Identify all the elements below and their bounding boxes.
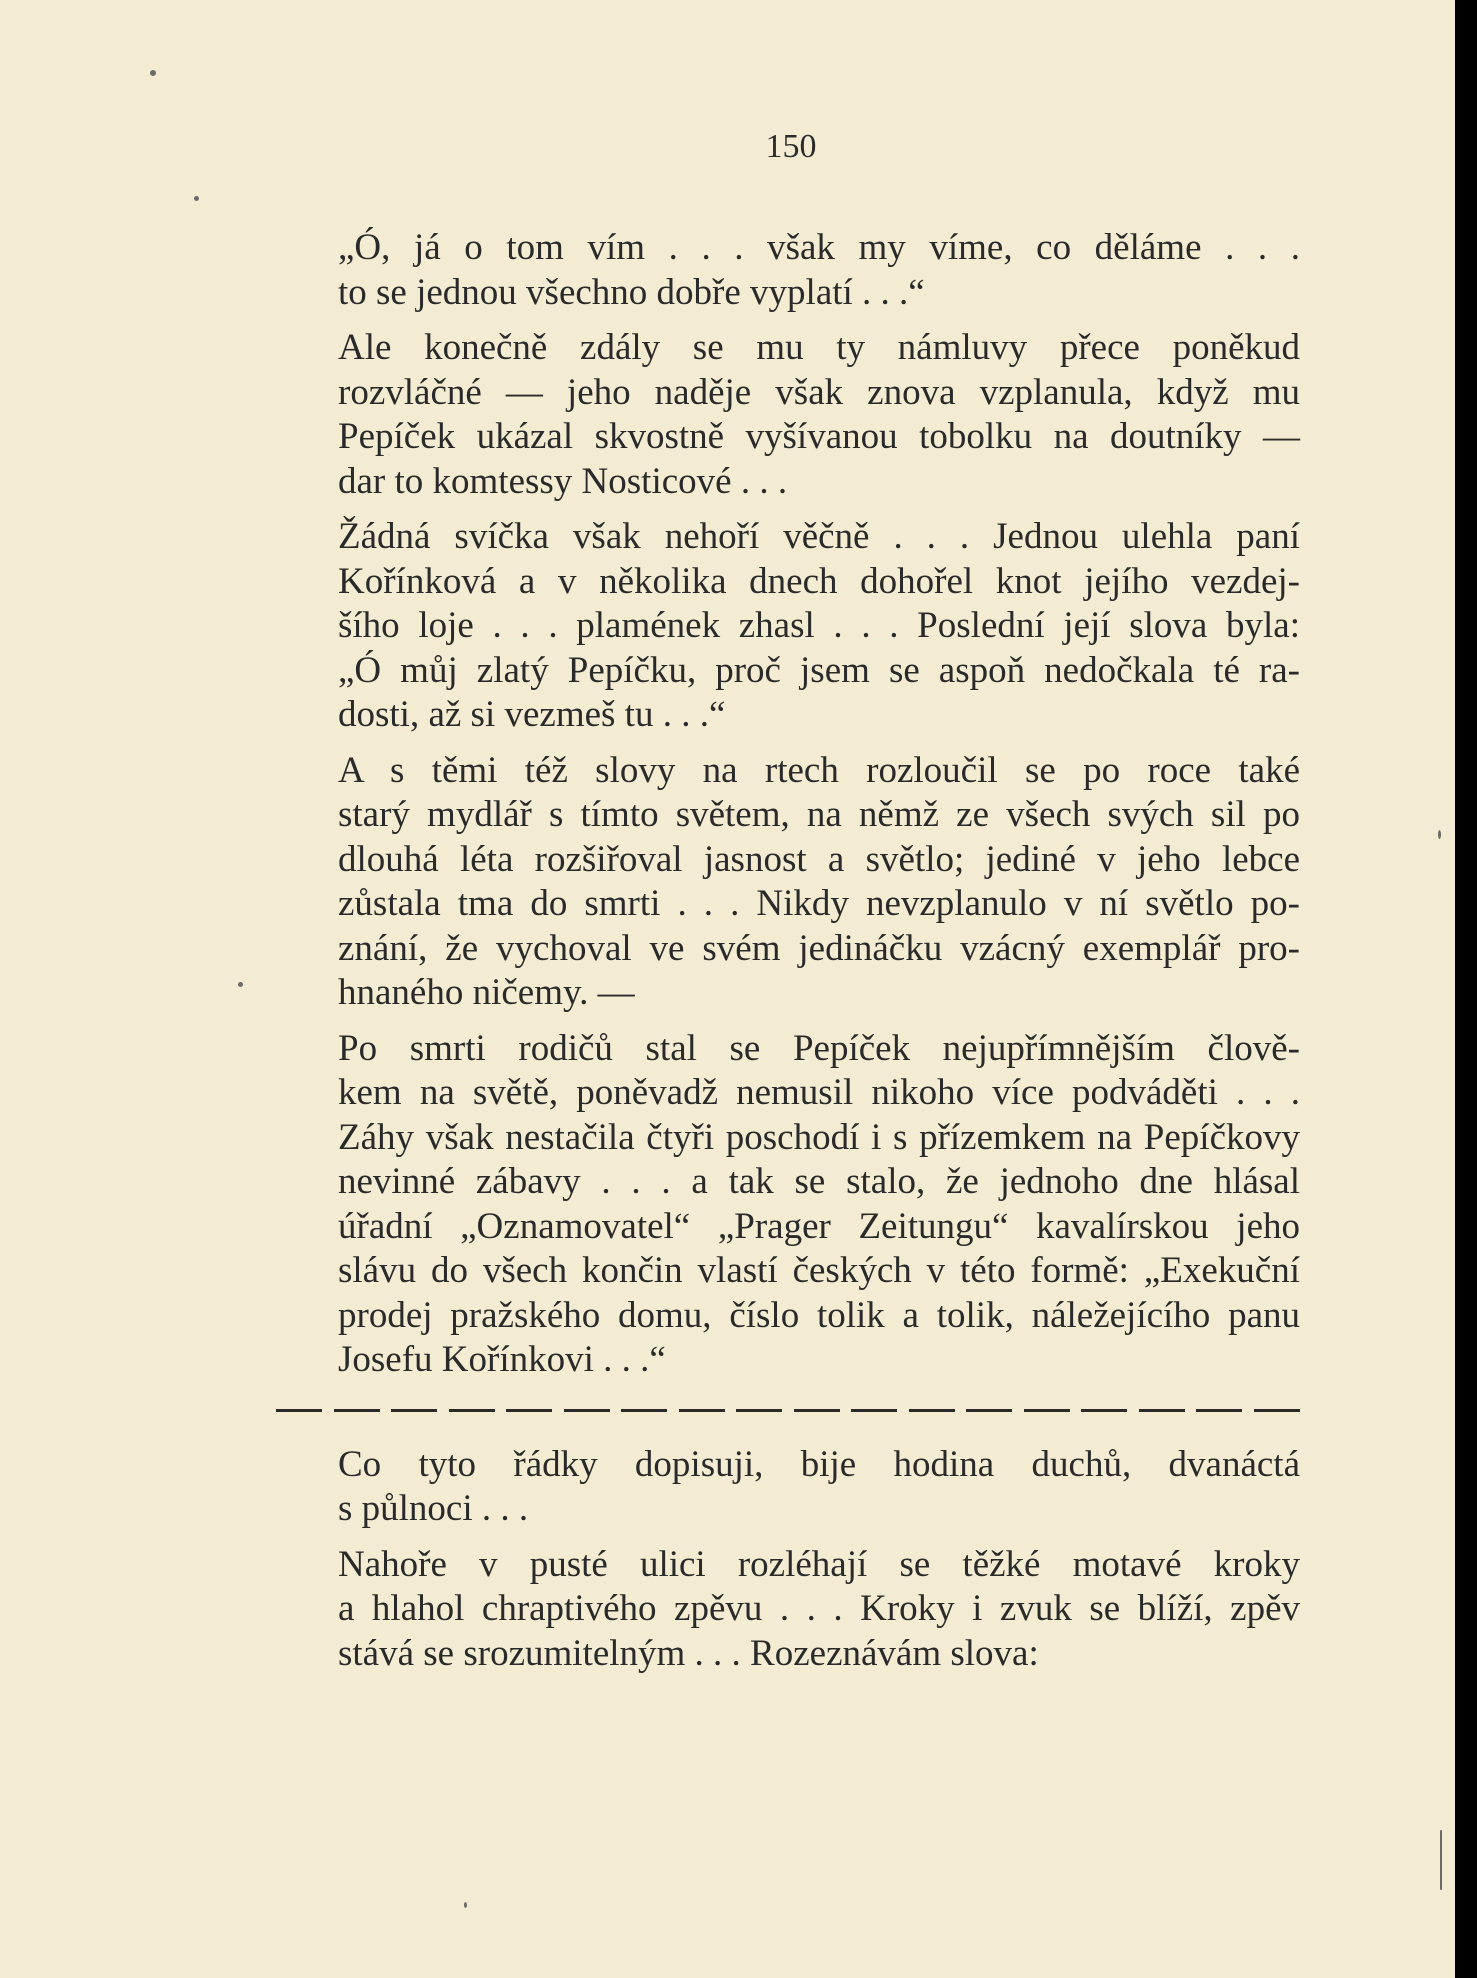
text-line: A s těmi též slovy na rtech rozloučil se po roce také <box>338 749 1300 791</box>
paper-speck <box>238 982 243 987</box>
page-number: 150 <box>765 128 817 165</box>
paragraph <box>276 749 1300 1016</box>
text-line: Žádná svíčka však nehoří věčně . . . Jednou ulehla paní <box>338 516 1300 557</box>
text-line: Co tyto řádky dopisuji, bije hodina duchů, dvanáctá <box>338 1443 1300 1485</box>
text-line: Ale konečně zdály se mu ty námluvy přece poněkud <box>338 327 1300 368</box>
text-line: Po smrti rodičů stal se Pepíček nejupřímnějším člově- <box>338 1027 1300 1069</box>
text-line: dosti, až si vezmeš tu . . .“ <box>338 694 726 735</box>
paper-speck <box>1440 1830 1442 1890</box>
text-line: rozvláčné — jeho naděje však znova vzplanula, když mu <box>338 371 1300 413</box>
paragraph <box>276 1543 1300 1677</box>
text-line: Záhy však nestačila čtyři poschodí i s přízemkem na Pepíčkovy <box>338 1116 1300 1158</box>
scan-border <box>1455 0 1477 1978</box>
text-line: úřadní „Oznamovatel“ „Prager Zeitungu“ kavalírskou jeho <box>338 1205 1300 1247</box>
text-line: Nahoře v pusté ulici rozléhají se těžké motavé kroky <box>338 1543 1300 1585</box>
text-line: a hlahol chraptivého zpěvu . . . Kroky i zvuk se blíží, zpěv <box>338 1588 1300 1629</box>
paper-speck <box>1438 830 1441 839</box>
text-line: „Ó, já o tom vím . . . však my víme, co děláme . . . <box>338 227 1300 268</box>
paper-speck <box>150 70 156 76</box>
paper-speck <box>464 1902 467 1908</box>
text-line: znání, že vychoval ve svém jedináčku vzácný exemplář pro- <box>338 927 1300 969</box>
text-line: kem na světě, poněvadž nemusil nikoho více podváděti . . . <box>338 1072 1300 1113</box>
section-divider <box>276 1409 1300 1413</box>
body-text <box>276 226 1300 1676</box>
text-line: dar to komtessy Nosticové . . . <box>338 460 788 502</box>
text-line: Josefu Kořínkovi . . .“ <box>338 1339 666 1380</box>
text-line: s půlnoci . . . <box>338 1488 529 1529</box>
text-line: to se jednou všechno dobře vyplatí . . .“ <box>338 271 925 313</box>
text-line: stává se srozumitelným . . . Rozeznávám slova: <box>338 1632 1039 1674</box>
text-line: nevinné zábavy . . . a tak se stalo, že jednoho dne hlásal <box>338 1161 1300 1202</box>
text-line: Pepíček ukázal skvostně vyšívanou tobolku na doutníky — <box>338 416 1300 457</box>
text-line: šího loje . . . plamének zhasl . . . Poslední její slova byla: <box>338 605 1300 646</box>
text-line: zůstala tma do smrti . . . Nikdy nevzplanulo v ní světlo po- <box>338 883 1300 924</box>
paragraph <box>276 1443 1300 1532</box>
text-line: „Ó můj zlatý Pepíčku, proč jsem se aspoň nedočkala té ra- <box>338 649 1300 691</box>
text-line: dlouhá léta rozšiřoval jasnost a světlo; jediné v jeho lebce <box>338 838 1300 880</box>
paragraph <box>276 1027 1300 1383</box>
text-line: starý mydlář s tímto světem, na němž ze všech svých sil po <box>338 794 1300 835</box>
paragraph <box>276 326 1300 504</box>
paragraph <box>276 226 1300 315</box>
paragraph <box>276 515 1300 738</box>
text-line: hnaného ničemy. — <box>338 972 635 1013</box>
text-line: slávu do všech končin vlastí českých v této formě: „Exekuční <box>338 1250 1300 1291</box>
text-line: prodej pražského domu, číslo tolik a tolik, náležejícího panu <box>338 1294 1300 1336</box>
text-line: Kořínková a v několika dnech dohořel knot jejího vezdej- <box>338 560 1300 602</box>
paper-speck <box>194 196 199 201</box>
